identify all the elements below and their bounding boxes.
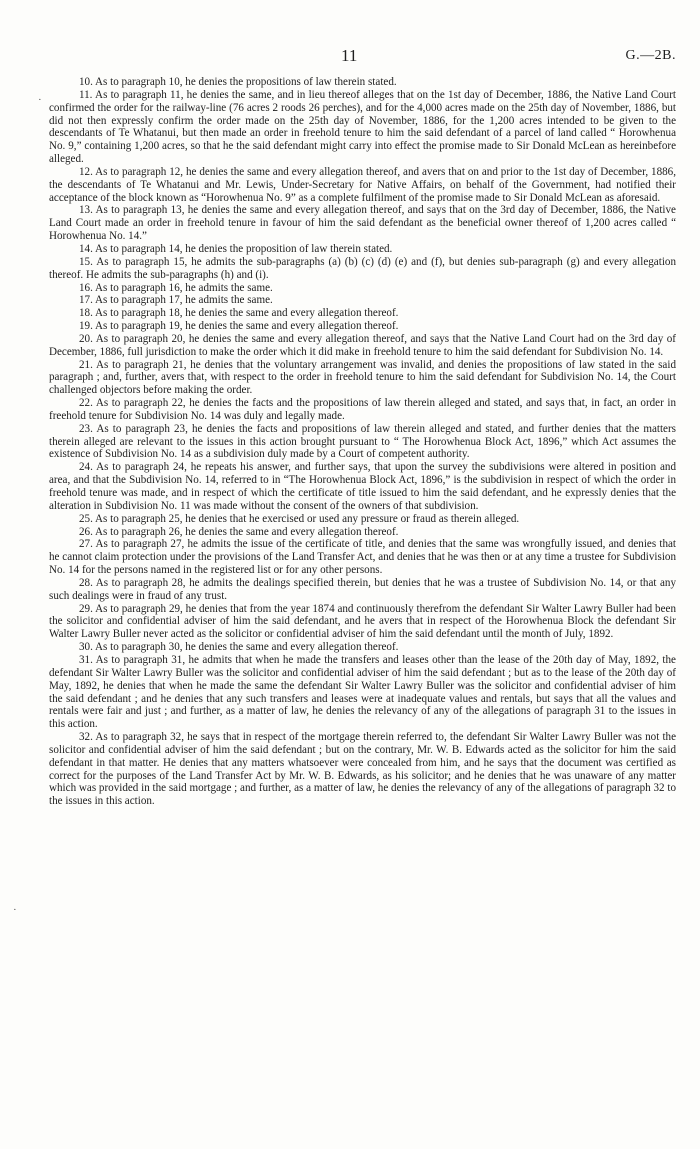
paragraph: 22. As to paragraph 22, he denies the facts and the propositions of law therein alleged and stated, and says that, in fact, an order in freehold tenure for Subdivision No. 14 was duly and legally made. bbox=[49, 397, 676, 422]
paragraph: 13. As to paragraph 13, he denies the same and every allegation thereof, and says that on the 3rd day of December, 1886, the Native Land Court made an order in freehold tenure in favour of him the said defendant as the beneficial owner thereof of 1,200 acres called “ Horowhenua No. 14.” bbox=[49, 204, 676, 243]
page-number: 11 bbox=[341, 46, 358, 65]
paragraph: 25. As to paragraph 25, he denies that he exercised or used any pressure or fraud as therein alleged. bbox=[79, 512, 520, 525]
paragraph: 26. As to paragraph 26, he denies the same and every allegation thereof. bbox=[79, 525, 399, 538]
paragraph: 29. As to paragraph 29, he denies that from the year 1874 and continuously therefrom the defendant Sir Walter Lawry Buller had been the solicitor and confidential adviser of him the said defendant, and he avers that in respect of the Horowhenua Block the defendant Sir Walter Lawry Buller never acted as the solicitor or confidential adviser of him the said defendant until the month of July, 1892. bbox=[49, 602, 676, 641]
paragraph: 14. As to paragraph 14, he denies the proposition of law therein stated. bbox=[79, 242, 393, 255]
paragraph: 28. As to paragraph 28, he admits the dealings specified therein, but denies that he was a trustee of Subdivision No. 14, or that any such dealings were in fraud of any trust. bbox=[49, 576, 676, 602]
paragraph: 19. As to paragraph 19, he denies the same and every allegation thereof. bbox=[79, 320, 399, 333]
paragraph: 21. As to paragraph 21, he denies that the voluntary arrangement was invalid, and denies the propositions of law stated in the said paragraph ; and, further, avers that, with respect to the order in freehold tenure to him the said defendant for Subdivision No. 14, the Court challenged objectors before making the order. bbox=[49, 358, 676, 397]
paragraph: 30. As to paragraph 30, he denies the same and every allegation thereof. bbox=[79, 641, 399, 654]
paragraph: 15. As to paragraph 15, he admits the sub-paragraphs (a) (b) (c) (d) (e) and (f), but denies sub-paragraph (g) and every allegation thereof. He admits the sub-paragraphs (h) and (i). bbox=[49, 255, 676, 281]
margin-dot: · bbox=[38, 94, 42, 106]
paragraph: 16. As to paragraph 16, he admits the same. bbox=[79, 281, 273, 294]
paragraph: 27. As to paragraph 27, he admits the issue of the certificate of title, and denies that the same was wrongfully issued, and denies that he cannot claim protection under the provisions of the Land Transfer Act, and denies that he was then or at any time a trustee for Subdivision No. 14 for the persons named in the registered list or for any other persons. bbox=[49, 538, 676, 577]
paragraph: 17. As to paragraph 17, he admits the same. bbox=[79, 294, 273, 307]
paragraph: 32. As to paragraph 32, he says that in respect of the mortgage therein referred to, the defendant Sir Walter Lawry Buller was not the solicitor and confidential adviser of him the said defendant ; but on the contrary, Mr. W. B. Edwards acted as the solicitor for him the said defendant in that matter. He denies that any matters whatsoever were concealed from him, and he says that the document was certified as correct for the purposes of the Land Transfer Act by Mr. W. B. Edwards, as his solicitor; and he denies that he was unaware of any matter which was provided in the said mortgage ; and further, as a matter of law, he denies the relevancy of any of the allegations of paragraph 32 to the issues in this action. bbox=[49, 731, 676, 808]
paragraph: 18. As to paragraph 18, he denies the same and every allegation thereof. bbox=[79, 307, 399, 320]
paragraph: 23. As to paragraph 23, he denies the facts and propositions of law therein alleged and stated, and further denies that the matters therein alleged are relevant to the issues in this action brought pursuant to “ The Horowhenua Block Act, 1896,” which Act assumes the existence of Subdivision No. 14 as a subdivision duly made by a Court of competent authority. bbox=[49, 422, 676, 461]
page-header bbox=[49, 46, 676, 76]
paragraph: 11. As to paragraph 11, he denies the same, and in lieu thereof alleges that on the 1st day of December, 1886, the Native Land Court confirmed the order for the railway-line (76 acres 2 roods 26 perches), and for the 4,000 acres made on the 25th day of November, 1886, but did not then expressly confirm the order made on the 25th day of November, 1886, for the 1,200 acres intended to be given to the descendants of Te Whatanui, but then made an order in freehold tenure to him the said defendant of a parcel of land called “ Horowhenua No. 9,” containing 1,200 acres, so that he the said defendant might carry into effect the promise made to Sir Donald McLean as hereinbefore alleged. bbox=[49, 88, 676, 166]
paragraph: 10. As to paragraph 10, he denies the propositions of law therein stated. bbox=[79, 76, 397, 88]
paragraph: 12. As to paragraph 12, he denies the same and every allegation thereof, and avers that on and prior to the 1st day of December, 1886, the descendants of Te Whatanui and Mr. Lewis, Under-Secretary for Native Affairs, on behalf of the Government, had notified their acceptance of the block known as “Horowhenua No. 9” as a complete fulfilment of the promise made to Sir Donald McLean as aforesaid. bbox=[49, 165, 676, 204]
paragraph: 31. As to paragraph 31, he admits that when he made the transfers and leases other than the lease of the 20th day of May, 1892, the defendant Sir Walter Lawry Buller was the solicitor and confidential adviser of him the said defendant ; but as to the lease of the 20th day of May, 1892, he denies that when he made the same the defendant Sir Walter Lawry Buller was the solicitor and confidential adviser of him the said defendant ; and he denies that any such transfers and leases were at inadequate values and rentals, but says that all the values and rentals were fair and just ; and further, as a matter of law, he denies the relevancy of any of the allegations of paragraph 31 to the issues in this action. bbox=[49, 653, 676, 731]
body-text bbox=[49, 76, 676, 808]
margin-dot: · bbox=[13, 904, 17, 916]
document-series-id: G.—2B. bbox=[625, 48, 676, 63]
paragraph: 24. As to paragraph 24, he repeats his answer, and further says, that upon the survey the subdivisions were altered in position and area, and that the Subdivision No. 14, referred to in “The Horowhenua Block Act, 1896,” is the subdivision in respect of which the order in freehold tenure was made, and in respect of which the certificate of title issued to him the said defendant, and he expressly denies that the alteration in Subdivision No. 11 was made without the consent of the owners of that subdivision. bbox=[49, 461, 676, 512]
paragraph: 20. As to paragraph 20, he denies the same and every allegation thereof, and says that the Native Land Court had on the 3rd day of December, 1886, full jurisdiction to make the order which it did make in freehold tenure to him the said defendant for Subdivision No. 14. bbox=[49, 332, 676, 358]
